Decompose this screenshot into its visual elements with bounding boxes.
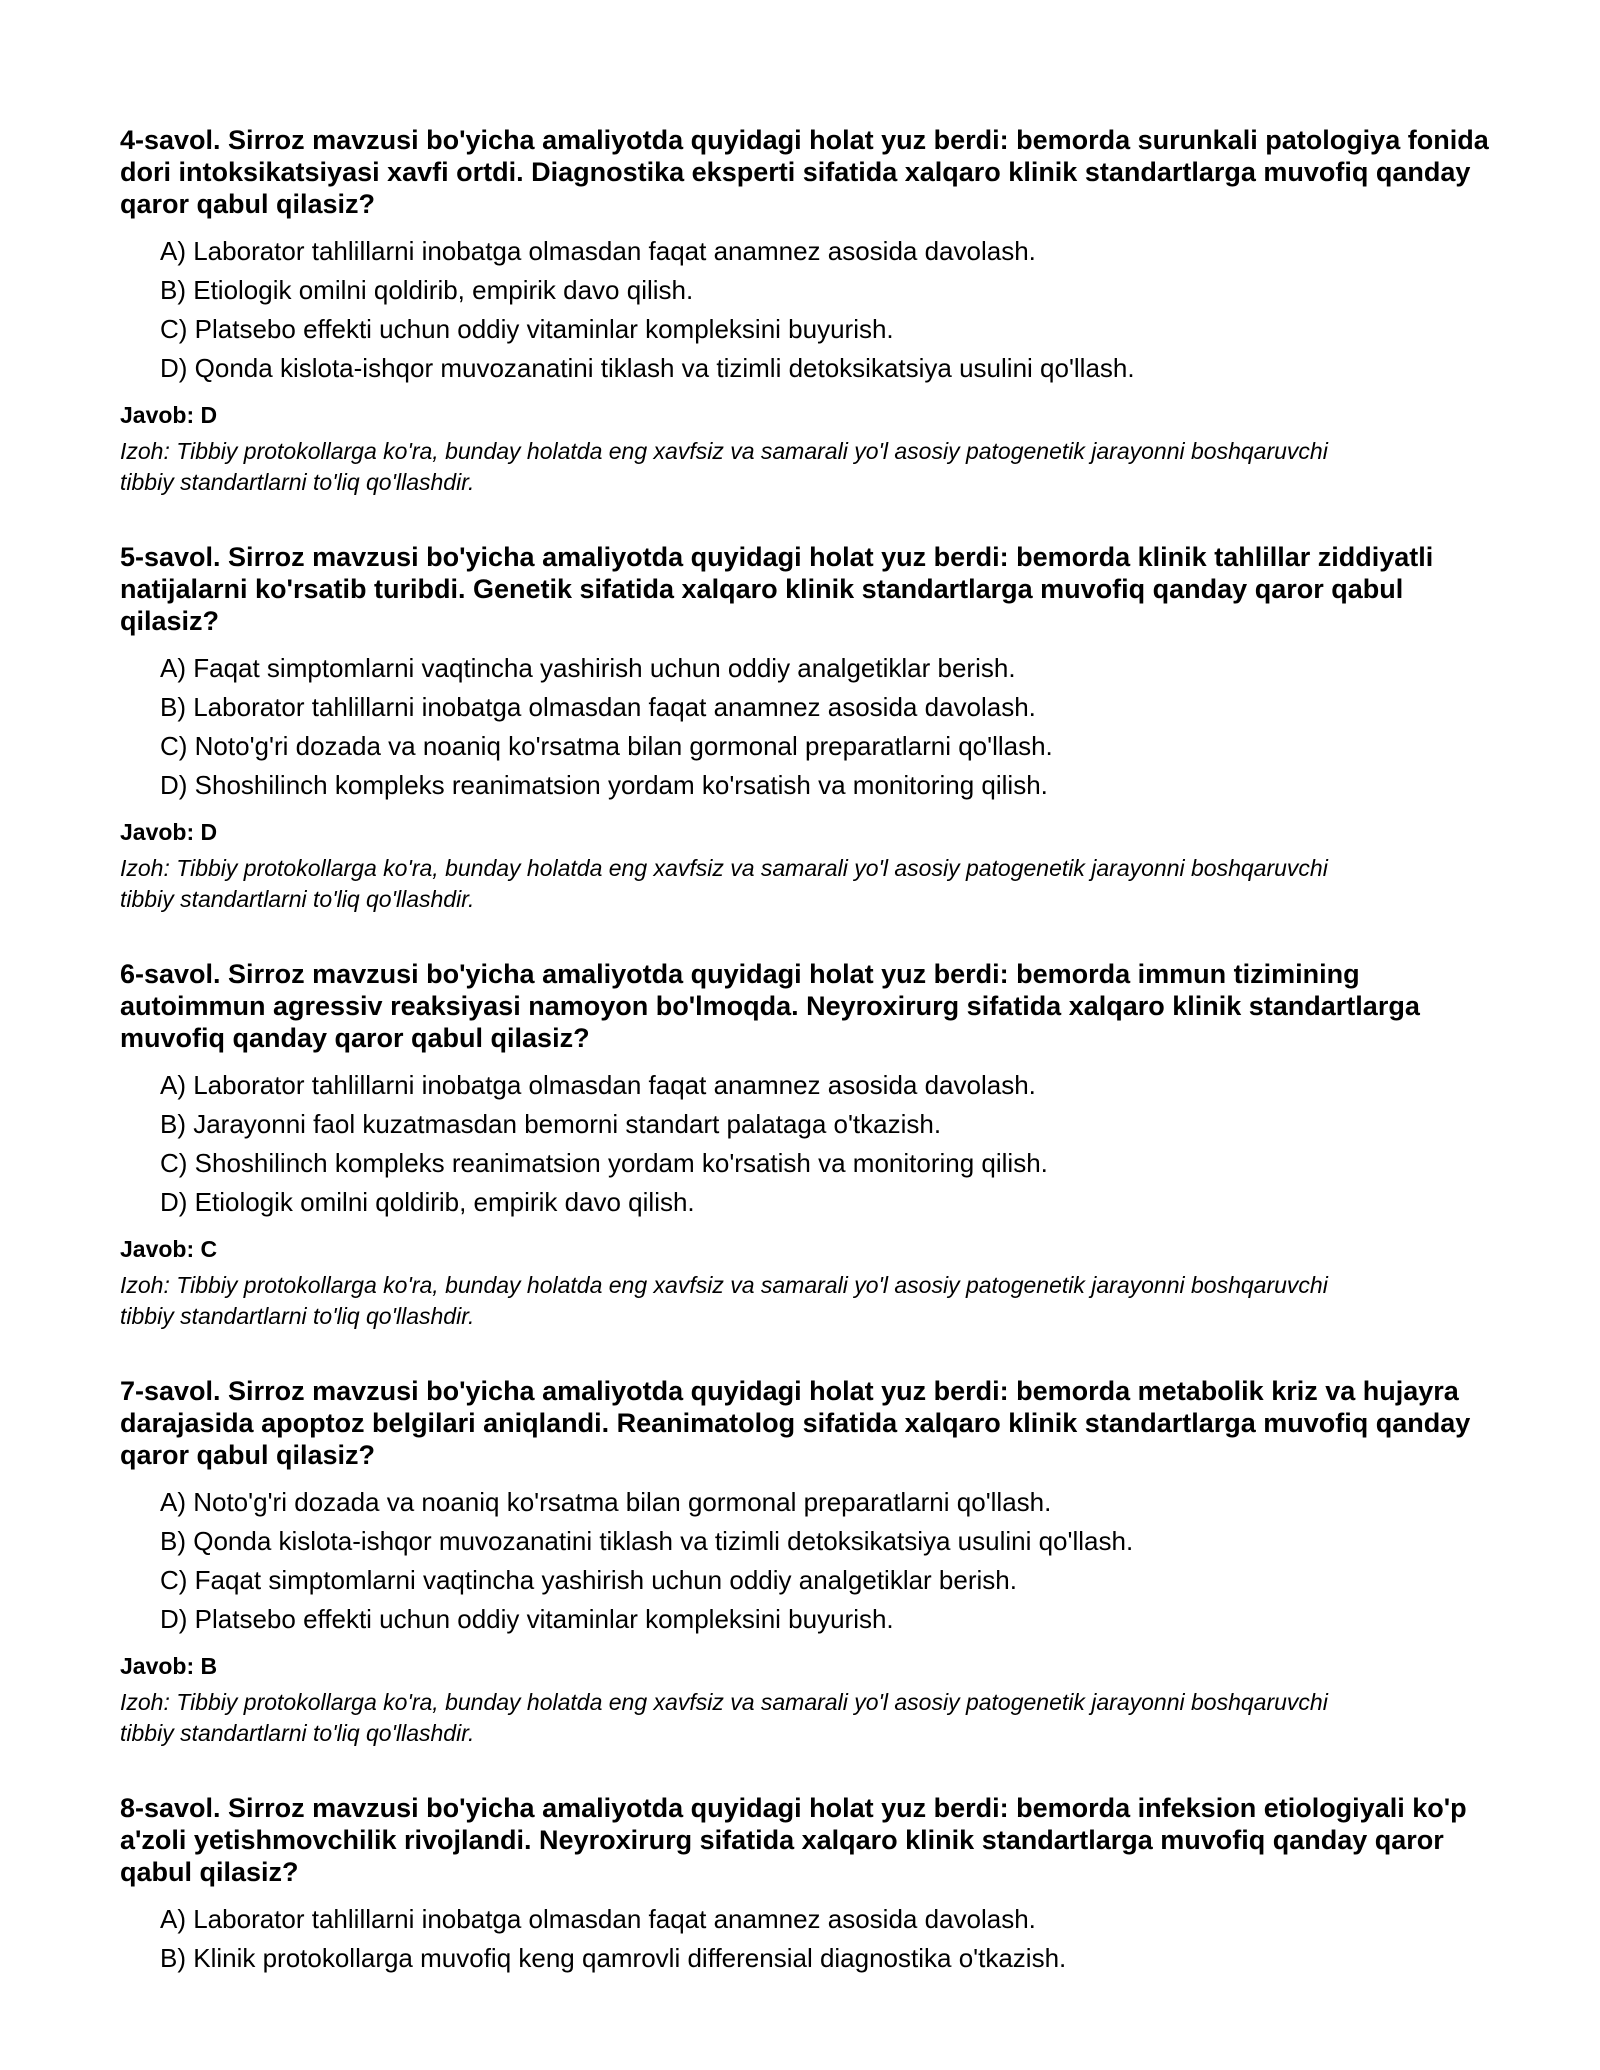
question-title: 4-savol. Sirroz mavzusi bo'yicha amaliyotda quyidagi holat yuz berdi: bemorda surunkali patologiya fonida dori intoksikatsiyasi xavfi ortdi. Diagnostika eksperti sifatida xalqaro klinik standartlarga muvofiq qanday qaror qabul qilasiz? xyxy=(120,125,1489,219)
option-item: B) Qonda kislota-ishqor muvozanatini tiklash va tizimli detoksikatsiya usulini qo'llash. xyxy=(160,1526,1134,1556)
option-item: B) Jarayonni faol kuzatmasdan bemorni standart palataga o'tkazish. xyxy=(160,1109,942,1139)
option-item: A) Laborator tahlillarni inobatga olmasdan faqat anamnez asosida davolash. xyxy=(160,1070,1036,1100)
explanation-note: Izoh: Tibbiy protokollarga ko'ra, bunday holatda eng xavfsiz va samarali yo'l asosiy patogenetik jarayonni boshqaruvchi tibbiy standartlarni to'liq qo'llashdir. xyxy=(120,438,1328,495)
option-item: D) Qonda kislota-ishqor muvozanatini tiklash va tizimli detoksikatsiya usulini qo'llash. xyxy=(160,353,1135,383)
option-item: C) Noto'g'ri dozada va noaniq ko'rsatma bilan gormonal preparatlarni qo'llash. xyxy=(160,731,1053,761)
question-title: 8-savol. Sirroz mavzusi bo'yicha amaliyotda quyidagi holat yuz berdi: bemorda infeksion etiologiyali ko'p a'zoli yetishmovchilik rivojlandi. Neyroxirurg sifatida xalqaro klinik standartlarga muvofiq qanday qaror qabul qilasiz? xyxy=(120,1793,1467,1887)
options-list xyxy=(120,1483,1500,1639)
option-item: B) Etiologik omilni qoldirib, empirik davo qilish. xyxy=(160,275,694,305)
answer-label: Javob: B xyxy=(120,1653,218,1679)
options-list xyxy=(120,1066,1500,1222)
document-page xyxy=(120,124,1500,2021)
option-item: D) Platsebo effekti uchun oddiy vitaminlar kompleksini buyurish. xyxy=(160,1604,894,1634)
option-item: C) Faqat simptomlarni vaqtincha yashirish uchun oddiy analgetiklar berish. xyxy=(160,1565,1017,1595)
option-item: C) Shoshilinch kompleks reanimatsion yordam ko'rsatish va monitoring qilish. xyxy=(160,1148,1048,1178)
explanation-note: Izoh: Tibbiy protokollarga ko'ra, bunday holatda eng xavfsiz va samarali yo'l asosiy patogenetik jarayonni boshqaruvchi tibbiy standartlarni to'liq qo'llashdir. xyxy=(120,1689,1328,1746)
question-block xyxy=(120,124,1500,498)
question-block xyxy=(120,1375,1500,1749)
option-item: C) Platsebo effekti uchun oddiy vitaminlar kompleksini buyurish. xyxy=(160,314,894,344)
answer-label: Javob: C xyxy=(120,1236,218,1262)
answer-label: Javob: D xyxy=(120,819,218,845)
options-list xyxy=(120,232,1500,388)
option-item: A) Faqat simptomlarni vaqtincha yashirish uchun oddiy analgetiklar berish. xyxy=(160,653,1016,683)
question-title: 6-savol. Sirroz mavzusi bo'yicha amaliyotda quyidagi holat yuz berdi: bemorda immun tizimining autoimmun agressiv reaksiyasi namoyon bo'lmoqda. Neyroxirurg sifatida xalqaro klinik standartlarga muvofiq qanday qaror qabul qilasiz? xyxy=(120,959,1420,1053)
question-block xyxy=(120,541,1500,915)
options-list xyxy=(120,649,1500,805)
option-item: B) Laborator tahlillarni inobatga olmasdan faqat anamnez asosida davolash. xyxy=(160,692,1036,722)
option-item: B) Klinik protokollarga muvofiq keng qamrovli differensial diagnostika o'tkazish. xyxy=(160,1943,1067,1973)
question-title: 7-savol. Sirroz mavzusi bo'yicha amaliyotda quyidagi holat yuz berdi: bemorda metabolik kriz va hujayra darajasida apoptoz belgilari aniqlandi. Reanimatolog sifatida xalqaro klinik standartlarga muvofiq qanday qaror qabul qilasiz? xyxy=(120,1376,1471,1470)
option-item: A) Laborator tahlillarni inobatga olmasdan faqat anamnez asosida davolash. xyxy=(160,1904,1036,1934)
option-item: A) Laborator tahlillarni inobatga olmasdan faqat anamnez asosida davolash. xyxy=(160,236,1036,266)
option-item: A) Noto'g'ri dozada va noaniq ko'rsatma bilan gormonal preparatlarni qo'llash. xyxy=(160,1487,1052,1517)
explanation-note: Izoh: Tibbiy protokollarga ko'ra, bunday holatda eng xavfsiz va samarali yo'l asosiy patogenetik jarayonni boshqaruvchi tibbiy standartlarni to'liq qo'llashdir. xyxy=(120,1272,1328,1329)
answer-label: Javob: D xyxy=(120,402,218,428)
options-list xyxy=(120,1900,1500,1978)
option-item: D) Shoshilinch kompleks reanimatsion yordam ko'rsatish va monitoring qilish. xyxy=(160,770,1048,800)
question-block xyxy=(120,958,1500,1332)
question-title: 5-savol. Sirroz mavzusi bo'yicha amaliyotda quyidagi holat yuz berdi: bemorda klinik tahlillar ziddiyatli natijalarni ko'rsatib turibdi. Genetik sifatida xalqaro klinik standartlarga muvofiq qanday qaror qabul qilasiz? xyxy=(120,542,1434,636)
question-block xyxy=(120,1792,1500,1978)
explanation-note: Izoh: Tibbiy protokollarga ko'ra, bunday holatda eng xavfsiz va samarali yo'l asosiy patogenetik jarayonni boshqaruvchi tibbiy standartlarni to'liq qo'llashdir. xyxy=(120,855,1328,912)
option-item: D) Etiologik omilni qoldirib, empirik davo qilish. xyxy=(160,1187,695,1217)
